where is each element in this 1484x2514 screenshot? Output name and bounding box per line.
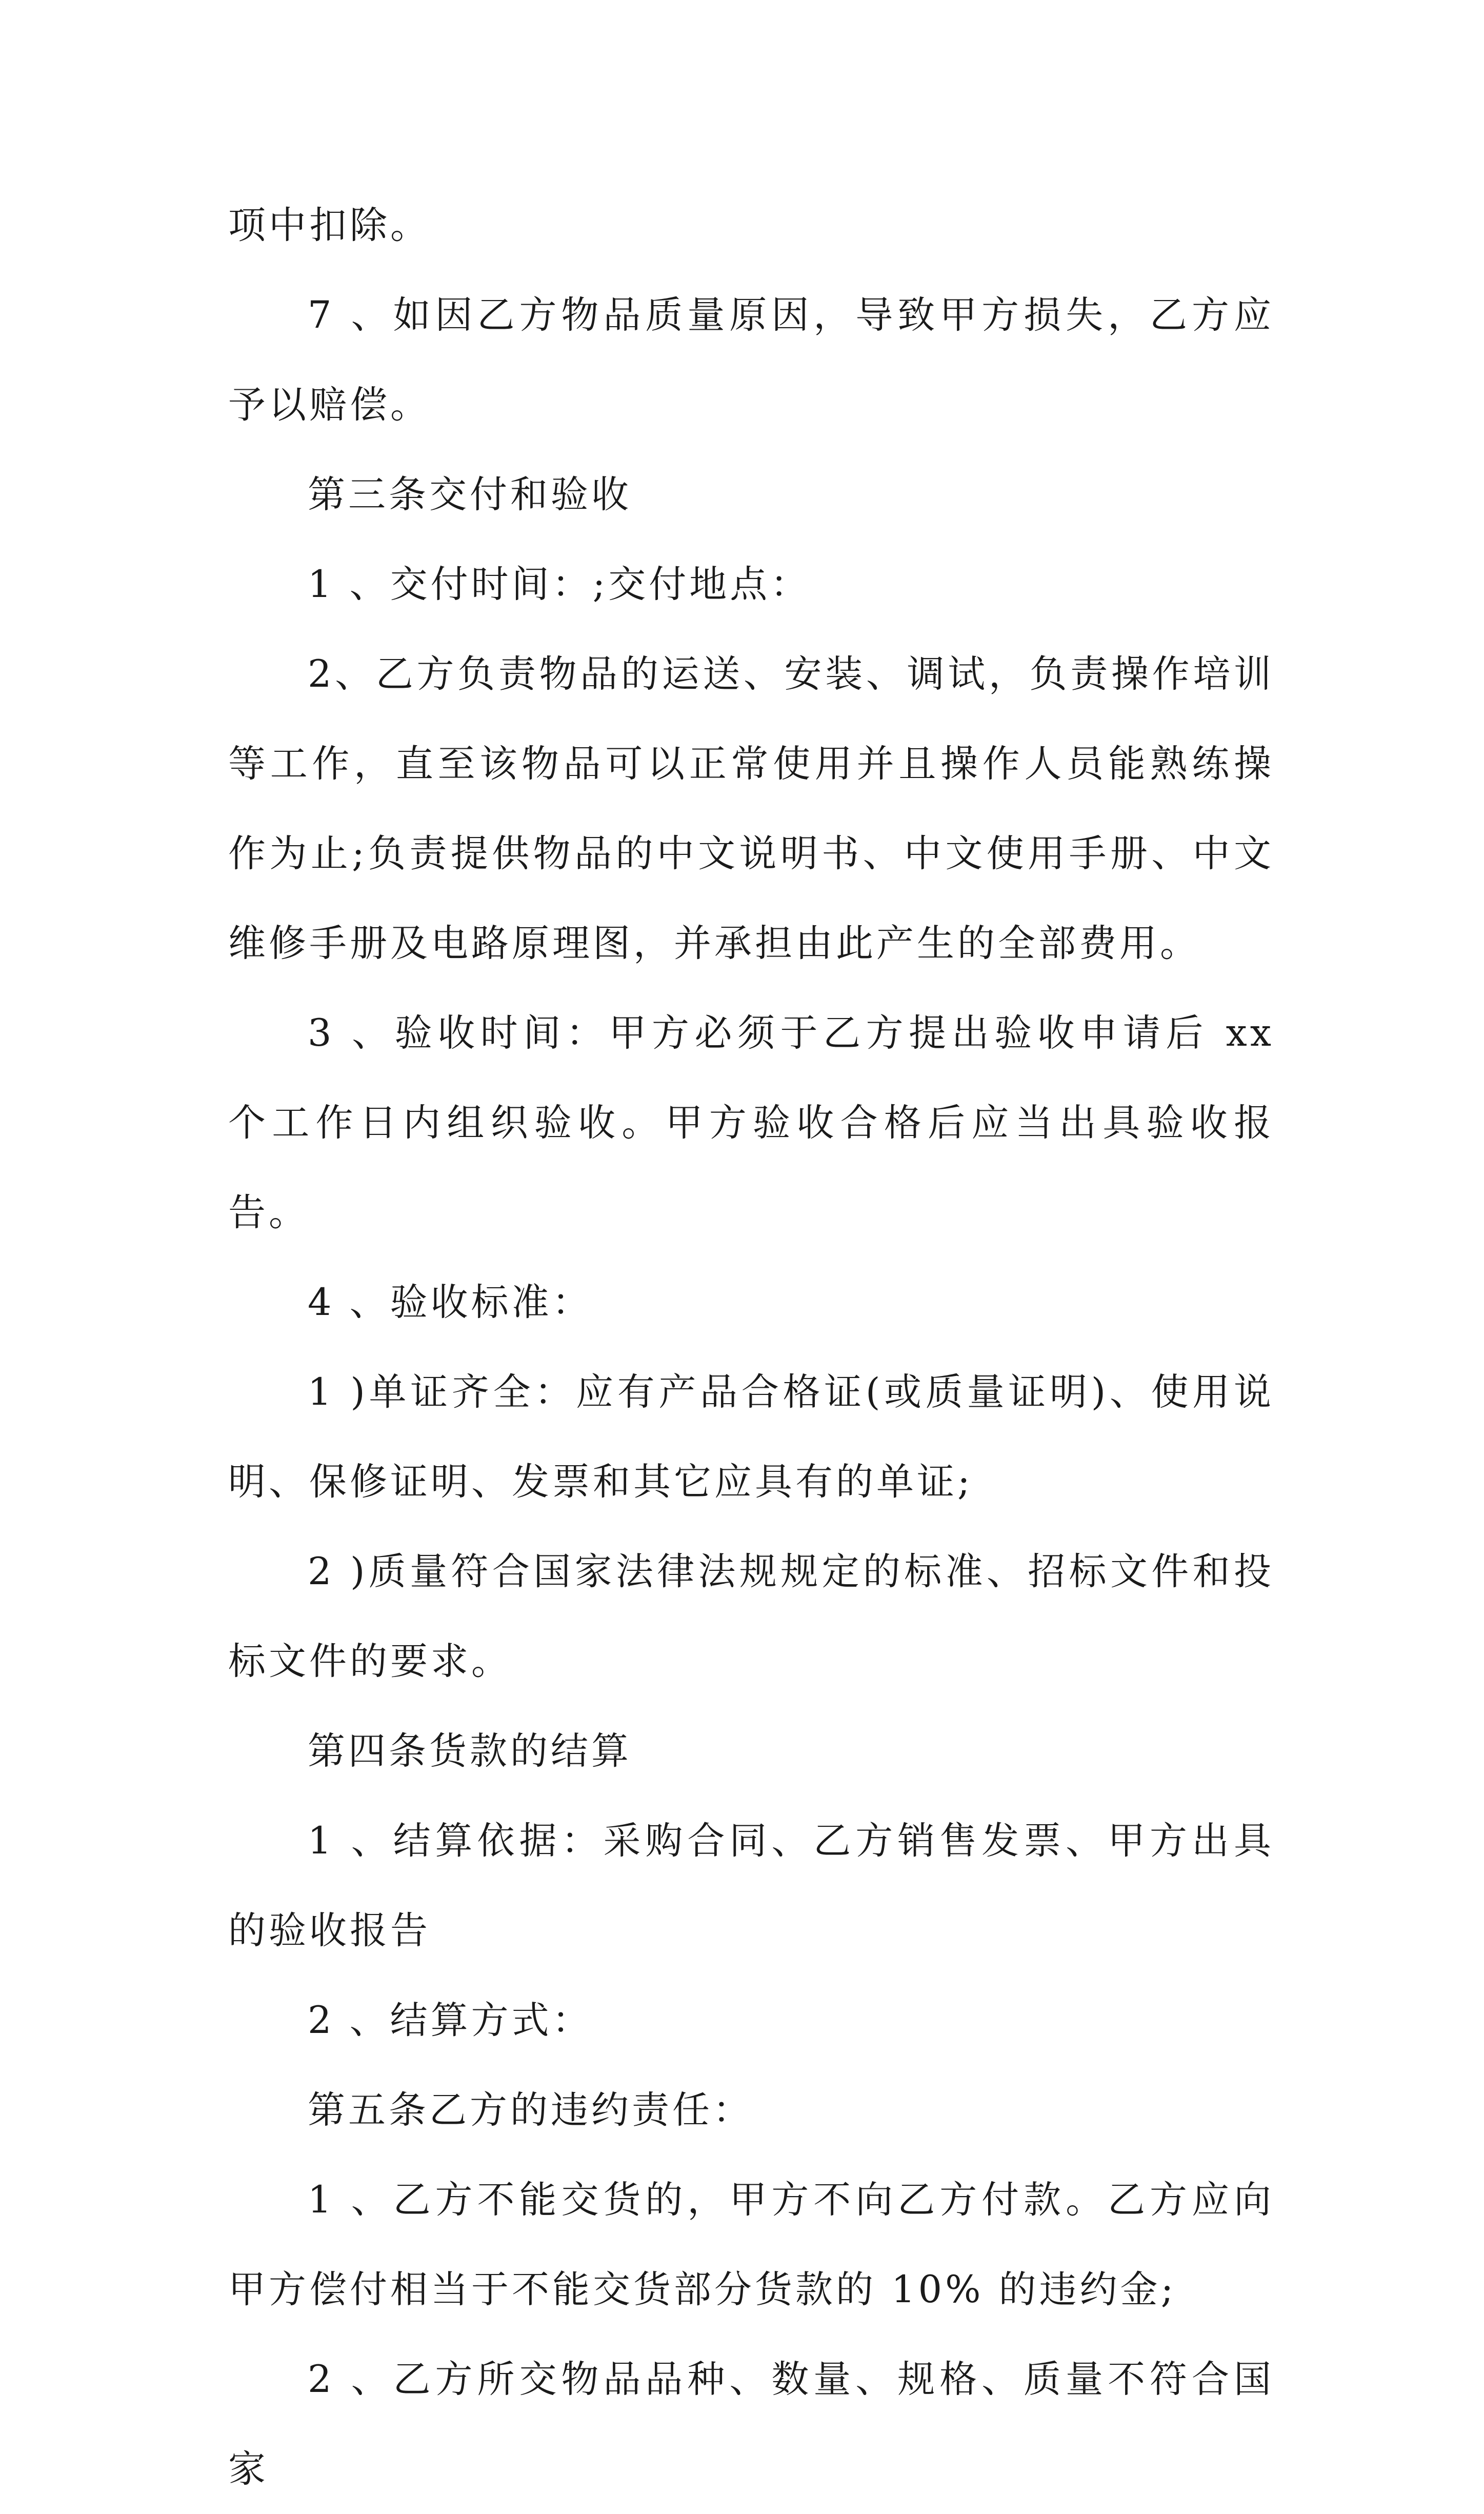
section-heading-3: 第三条交付和验收 bbox=[308, 473, 632, 516]
section-heading-5: 第五条乙方的违约责任： bbox=[308, 2088, 753, 2132]
paragraph-12: 2 、结算方式： bbox=[308, 1999, 593, 2042]
paragraph-2: 7 、如因乙方物品质量原因，导致甲方损失，乙方应予以赔偿。 bbox=[228, 293, 1274, 427]
document-body bbox=[228, 181, 1274, 2514]
section-heading-4: 第四条货款的结算 bbox=[308, 1729, 632, 1773]
paragraph-8: 1 )单证齐全：应有产品合格证(或质量证明)、使用说明、保修证明、发票和其它应具有的单证; bbox=[228, 1370, 1274, 1504]
paragraph-7: 4 、验收标准： bbox=[308, 1281, 593, 1324]
paragraph-1: 项中扣除。 bbox=[228, 204, 431, 247]
paragraph-11: 1 、结算依据：采购合同、乙方销售发票、甲方出具的验收报告 bbox=[228, 1819, 1274, 1952]
paragraph-6: 3 、验收时间：甲方必须于乙方提出验收申请后 xx 个工作日内组织验收。甲方验收合格后应当出具验收报告。 bbox=[228, 1011, 1274, 1234]
paragraph-5: 2、乙方负责物品的运送、安装、调试，负责操作培训等工作，直至该物品可以正常使用并且操作人员能熟练操作为止;负责提供物品的中文说明书、中文使用手册、中文维修手册及电路原理图，并承担由此产生的全部费用。 bbox=[228, 652, 1274, 965]
paragraph-14: 1 、乙方不能交货的，甲方不向乙方付款。乙方应向甲方偿付相当于不能交货部分货款的 10% 的违约金; bbox=[228, 2178, 1274, 2311]
paragraph-4: 1 、交付时间：;交付地点： bbox=[308, 563, 811, 606]
paragraph-15: 2 、乙方所交物品品种、数量、规格、质量不符合国家 bbox=[228, 2358, 1274, 2491]
paragraph-9: 2 )质量符合国家法律法规规定的标准、招标文件和投标文件的要求。 bbox=[228, 1550, 1274, 1683]
